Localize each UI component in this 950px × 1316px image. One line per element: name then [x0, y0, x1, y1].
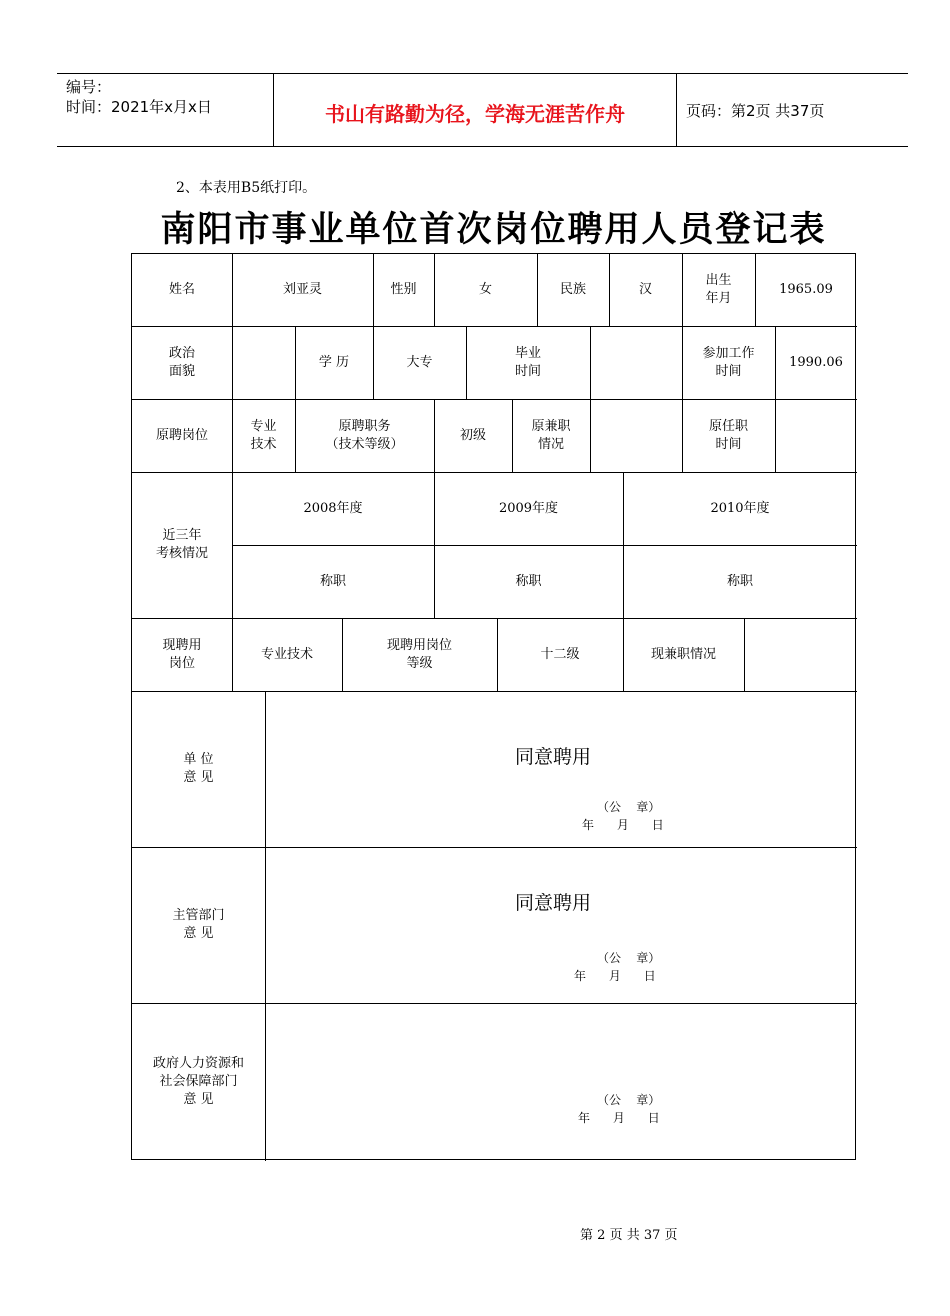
registration-form — [131, 253, 856, 1160]
dept-opinion-label: 主管部门 意 见 — [172, 908, 225, 941]
unit-opinion-label: 单 位 意 见 — [183, 752, 214, 785]
curr-level-value: 十二级 — [540, 646, 580, 662]
orig-tenure-label: 原任职 时间 — [708, 418, 748, 452]
doc-time-label: 时间：2021年x月x日 — [66, 98, 212, 116]
footer-total: 37 — [643, 1228, 661, 1243]
orig-title-label: 原聘职务 （技术等级） — [325, 418, 404, 452]
work-start-value: 1990.06 — [789, 354, 843, 370]
page-title: 南阳市事业单位首次岗位聘用人员登记表 — [160, 209, 827, 250]
header-divider — [676, 73, 677, 147]
footer-mid: 页 共 — [609, 1228, 640, 1243]
graduation-value — [590, 326, 682, 399]
curr-post-label: 现聘用 岗位 — [162, 637, 202, 671]
graduation-label: 毕业 时间 — [514, 345, 541, 379]
footer-pre: 第 — [580, 1228, 594, 1243]
politics-value — [232, 326, 295, 399]
birth-label: 出生 年月 — [705, 273, 732, 306]
curr-level-label: 现聘用岗位 等级 — [386, 637, 452, 671]
appraisal-result: 称职 — [726, 573, 753, 589]
orig-concurrent-label: 原兼职 情况 — [531, 418, 571, 452]
appraisal-year: 2010年度 — [710, 500, 770, 516]
birth-value: 1965.09 — [779, 282, 833, 297]
ethnicity-value: 汉 — [638, 282, 652, 297]
curr-concurrent-value — [744, 618, 857, 691]
doc-number-label: 编号： — [66, 78, 112, 96]
orig-concurrent-value — [590, 399, 682, 472]
orig-tenure-value — [775, 399, 857, 472]
ethnicity-label: 民族 — [559, 282, 586, 297]
appraisal-label: 近三年 考核情况 — [155, 528, 208, 561]
print-note: 2、本表用B5纸打印。 — [176, 180, 317, 196]
gender-value: 女 — [478, 282, 492, 297]
footer-page: 2 — [597, 1228, 606, 1243]
motto-text: 书山有路勤为径，学海无涯苦作舟 — [325, 102, 625, 126]
dept-seal: （公 章） — [597, 951, 661, 965]
education-value: 大专 — [406, 354, 433, 370]
work-start-label: 参加工作 时间 — [702, 345, 755, 379]
hr-date: 年 月 日 — [578, 1111, 660, 1125]
header-bottom-rule — [57, 146, 908, 147]
name-value: 刘亚灵 — [282, 282, 322, 297]
gender-label: 性别 — [390, 282, 417, 297]
orig-title-value: 初级 — [459, 427, 486, 443]
hr-seal: （公 章） — [597, 1093, 661, 1107]
dept-date: 年 月 日 — [574, 969, 656, 983]
page-footer — [580, 1224, 678, 1243]
curr-post-value: 专业技术 — [260, 646, 313, 662]
curr-concurrent-label: 现兼职情况 — [650, 646, 716, 662]
page-info: 页码：第2页 共37页 — [686, 102, 825, 120]
col-rule — [265, 691, 266, 1161]
unit-seal: （公 章） — [597, 800, 661, 814]
appraisal-result: 称职 — [319, 573, 346, 589]
politics-label: 政治 面貌 — [168, 345, 195, 379]
dept-opinion-text: 同意聘用 — [515, 892, 592, 914]
header-top-rule — [57, 73, 908, 74]
name-label: 姓名 — [168, 282, 195, 297]
unit-date: 年 月 日 — [582, 818, 664, 832]
appraisal-result: 称职 — [515, 573, 542, 589]
appraisal-year: 2009年度 — [498, 500, 559, 516]
education-label: 学 历 — [318, 354, 350, 370]
unit-opinion-text: 同意聘用 — [515, 746, 592, 768]
hr-opinion-label: 政府人力资源和 社会保障部门 意 见 — [152, 1056, 244, 1107]
footer-post: 页 — [664, 1228, 678, 1243]
orig-post-label: 原聘岗位 — [155, 427, 208, 443]
orig-post-value: 专业 技术 — [250, 418, 277, 452]
appraisal-year: 2008年度 — [303, 500, 363, 516]
